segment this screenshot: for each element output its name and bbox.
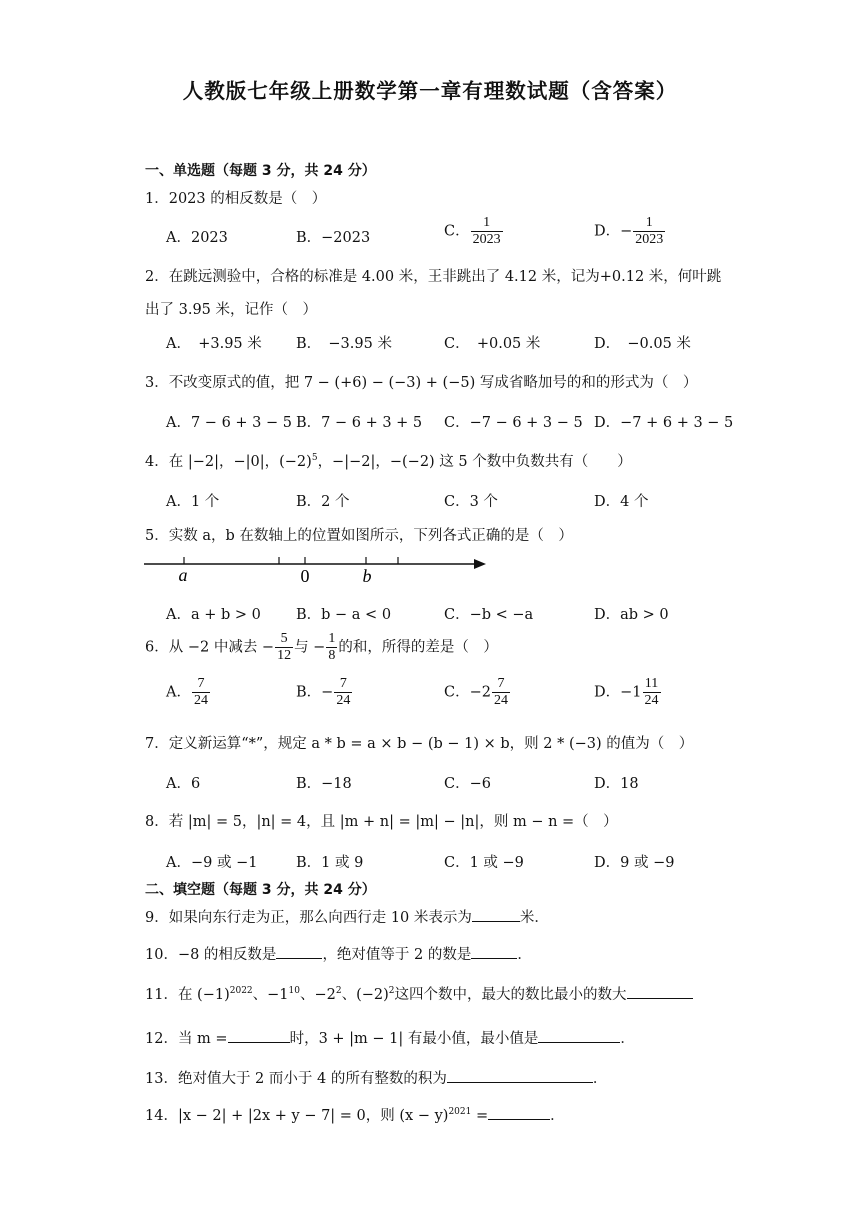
q7-option-c: C．−6	[444, 776, 491, 792]
q2-option-a: A． +3.95 米	[166, 336, 262, 352]
question-3-stem: 3．不改变原式的值，把 7 − (+6) − (−3) + (−5) 写成省略加号的和的形式为（ ）	[145, 375, 698, 391]
question-7-stem: 7．定义新运算“*”，规定 a * b = a × b − (b − 1) × b，则 2 * (−3) 的值为（ ）	[145, 736, 694, 752]
label-zero: 0	[300, 566, 310, 586]
q11-blank	[627, 984, 693, 999]
label-a: a	[178, 565, 188, 585]
q5-option-a: A．a + b > 0	[166, 607, 261, 623]
question-1-stem: 1．2023 的相反数是（ ）	[145, 191, 327, 207]
q5-option-d: D．ab > 0	[594, 607, 669, 623]
question-5-stem: 5．实数 a，b 在数轴上的位置如图所示，下列各式正确的是（ ）	[145, 528, 573, 544]
q3-option-d: D．−7 + 6 + 3 − 5	[594, 415, 734, 431]
q2-option-d: D． −0.05 米	[594, 336, 691, 352]
q7-option-b: B．−18	[296, 776, 352, 792]
q7-option-d: D．18	[594, 776, 639, 792]
q8-option-a: A．−9 或 −1	[166, 855, 258, 871]
q4-option-d: D．4 个	[594, 494, 649, 510]
q6-option-d: D．−1 $\frac{11}{24}$	[594, 676, 659, 708]
q5-option-c: C．−b < −a	[444, 607, 534, 623]
question-8-stem: 8．若 |m| = 5，|n| = 4，且 |m + n| = |m| − |n|，则 m − n =（ ）	[145, 814, 618, 830]
number-line-arrow	[474, 559, 486, 569]
q1-option-d: D．− $\frac{1}{2023}$	[594, 215, 664, 247]
q6-option-a: A． $\frac{7}{24}$	[166, 676, 208, 708]
q6-option-c: C．−2 $\frac{7}{24}$	[444, 676, 508, 708]
q14-blank	[488, 1105, 550, 1120]
q2-option-c: C． +0.05 米	[444, 336, 541, 352]
question-6-stem: 6．从 −2 中减去 − $\frac{5}{12}$ 与 − $\frac{1}{8}$ 的和，所得的差是（ ）	[145, 631, 498, 663]
q7-option-a: A．6	[166, 776, 201, 792]
question-2-stem-line2: 出了 3.95 米，记作（ ）	[145, 302, 318, 318]
number-line-figure	[140, 548, 500, 588]
q12-blank-2	[538, 1028, 620, 1043]
q8-option-b: B．1 或 9	[296, 855, 364, 871]
q12-blank-1	[228, 1028, 290, 1043]
label-b: b	[362, 566, 372, 586]
page-title: 人教版七年级上册数学第一章有理数试题（含答案）	[182, 79, 678, 103]
q3-option-c: C．−7 − 6 + 3 − 5	[444, 415, 583, 431]
q3-option-a: A．7 − 6 + 3 − 5	[166, 415, 292, 431]
q1-option-c: C． $\frac{1}{2023}$	[444, 215, 501, 247]
q3-option-b: B．7 − 6 + 3 + 5	[296, 415, 423, 431]
q10-blank-1	[276, 944, 322, 959]
question-13: 13．绝对值大于 2 而小于 4 的所有整数的积为 ．	[145, 1067, 607, 1088]
q4-option-b: B．2 个	[296, 494, 350, 510]
q2-option-b: B． −3.95 米	[296, 336, 392, 352]
q13-blank	[447, 1068, 593, 1083]
q6-option-b: B．− $\frac{7}{24}$	[296, 676, 351, 708]
question-11: 11．在 $(-1)^{2022}$、$-1^{10}$、$-2^2$、$(-2)^2$这四个数中，最大的数比最小的数大	[145, 983, 693, 1004]
q1-option-b: B．−2023	[296, 230, 371, 246]
question-12: 12．当 m = 时，3 + |m − 1| 有最小值，最小值是 ．	[145, 1027, 635, 1048]
q10-blank-2	[471, 944, 517, 959]
question-9: 9．如果向东行走为正，那么向西行走 10 米表示为 米．	[145, 906, 549, 927]
section-heading-single-choice: 一、单选题（每题 3 分，共 24 分）	[145, 163, 376, 179]
question-14: 14．|x − 2| + |2x + y − 7| = 0，则 $(x - y)^{2021}$ = ．	[145, 1104, 565, 1125]
q4-option-a: A．1 个	[166, 494, 220, 510]
q5-option-b: B．b − a < 0	[296, 607, 392, 623]
question-10: 10．−8 的相反数是 ，绝对值等于 2 的数是 ．	[145, 943, 532, 964]
q8-option-c: C．1 或 −9	[444, 855, 524, 871]
section-heading-fill-blank: 二、填空题（每题 3 分，共 24 分）	[145, 882, 376, 898]
q4-option-c: C．3 个	[444, 494, 498, 510]
q8-option-d: D．9 或 −9	[594, 855, 675, 871]
q1-option-a: A．2023	[166, 230, 228, 246]
question-2-stem-line1: 2．在跳远测验中，合格的标准是 4.00 米，王非跳出了 4.12 米，记为+0.12 米，何叶跳	[145, 269, 722, 285]
q9-blank	[472, 907, 520, 922]
question-4-stem: 4．在 |−2|，−|0|，$(-2)^5$，−|−2|，−(−2) 这 5 个数中负数共有（ ）	[145, 453, 632, 470]
